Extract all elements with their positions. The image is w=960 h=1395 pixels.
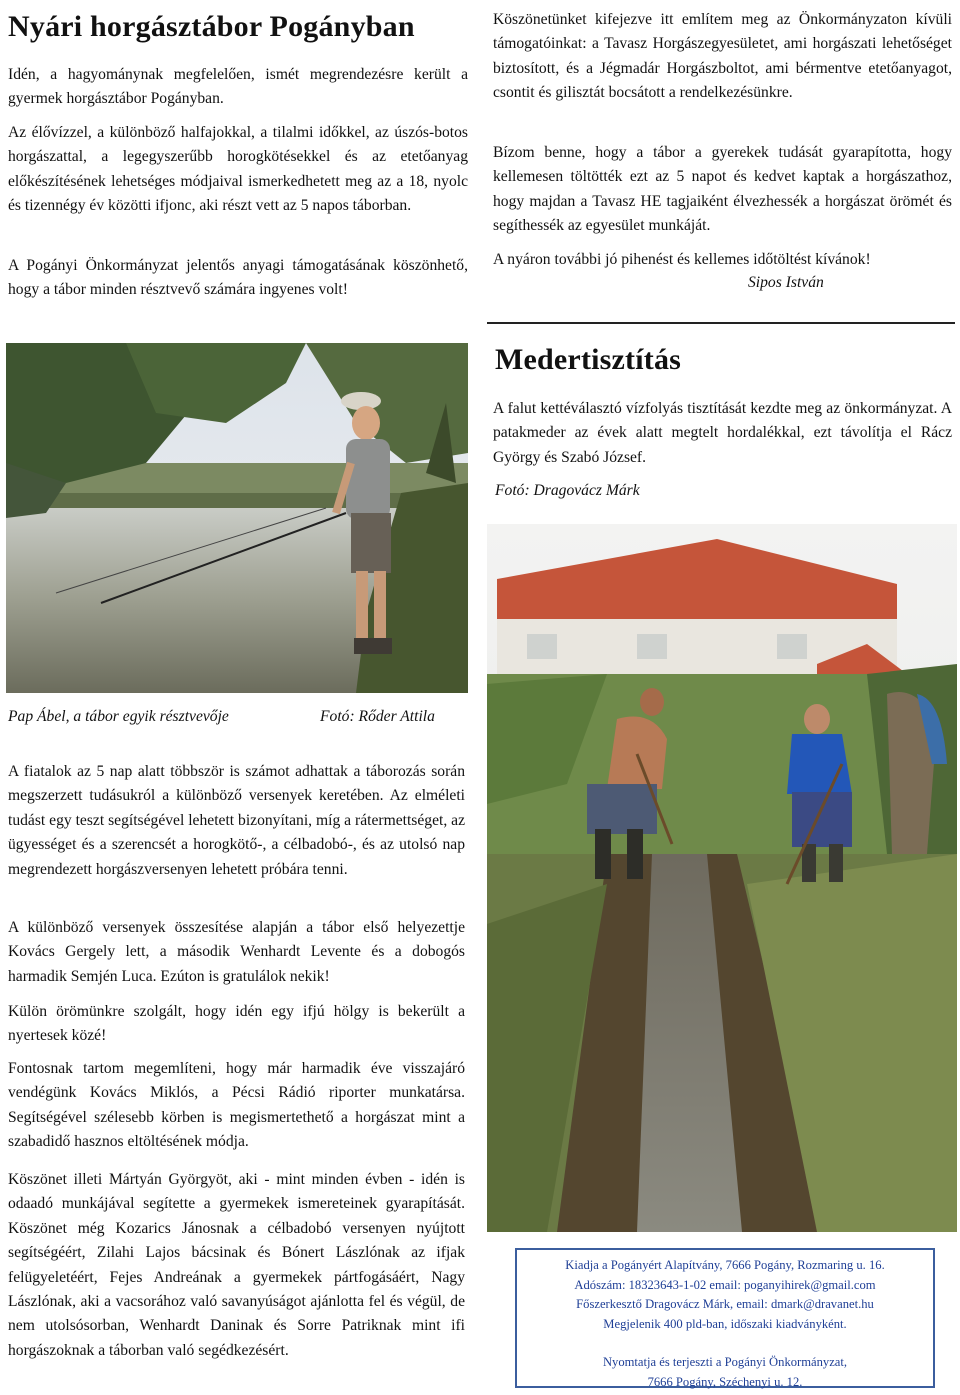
imprint-spacer <box>517 1334 933 1353</box>
fishing-boy-image <box>6 343 468 693</box>
section-title: Medertisztítás <box>495 343 682 376</box>
imprint-printer-address: 7666 Pogány, Széchenyi u. 12. <box>647 1374 803 1389</box>
intro-paragraph: Idén, a hagyománynak megfelelően, ismét megrendezésre került a gyermek horgásztábor Pogányban. <box>8 66 468 108</box>
signature: Sipos István <box>748 274 824 291</box>
photo-caption: Pap Ábel, a tábor egyik résztvevője <box>8 708 229 725</box>
paragraph: A különböző versenyek összesítése alapján a tábor első helyezettje Kovács Gergely lett, a második Wenhardt Levente és a dobogós harmadik Semjén Luca. Ezúton is gratulálok nekik! <box>8 919 465 985</box>
imprint-circulation: Megjelenik 400 pld-ban, időszaki kiadványként. <box>603 1316 847 1331</box>
imprint-tax-email: Adószám: 18323643-1-02 email: poganyihirek@gmail.com <box>574 1277 876 1292</box>
paragraph: Köszönet illeti Mártyán Györgyöt, aki - mint minden évben - idén is odaadó munkájával segítette a gyermekek ismereteinek gyarapítását. Köszönet még Kozarics Jánosnak a célbadobó versenyen nyújtott segítségéért, Zilahi Lajos bácsinak és Bónert Lászlónak az ifjak felügyeletéért, Fejes Andreának a gyermekek pártfogásáért, Nagy Lászlónak, aki a vacsorához való savanyúságot ajánlotta fel és végül, de nem utolsósorban, Wenhardt Daninak és Sorre Patriknak mint ifi horgászoknak a táborban való segédkezésért. <box>8 1171 465 1359</box>
article-title: Nyári horgásztábor Pogányban <box>8 10 415 43</box>
paragraph: A falut kettéválasztó vízfolyás tisztítását kezdte meg az önkormányzat. A patakmeder az évek alatt megtelt hordalékkal, ezt távolítja el Rácz György és Szabó József. <box>493 400 952 466</box>
paragraph: Bízom benne, hogy a tábor a gyerekek tudását gyarapította, hogy kellemesen töltötték ezt az 5 napot és kedvet kaptak a horgászathoz, hogy majdan a Tavasz HE tagjaiként élvezhessék a horgászat örömét és segíthessék az egyesület munkáját. <box>493 144 952 235</box>
paragraph: Az élővízzel, a különböző halfajokkal, a tilalmi időkkel, az úszós-botos horgászattal, a legegyszerűbb horogkötésekkel és az etetőanyag előkészítésének lehetséges módjaival ismerkedhetett meg az a 18, nyolc és tizennégy év közötti ifjonc, aki részt vett az 5 napos táborban. <box>8 124 468 215</box>
paragraph: A nyáron további jó pihenést és kellemes időtöltést kívánok! <box>493 251 871 268</box>
paragraph: Fontosnak tartom megemlíteni, hogy már harmadik éve visszajáró vendégünk Kovács Miklós, a Pécsi Rádió riporter munkatársa. Segítségével szélesebb körben is megismertethető a horgászat mint a szabadidő hasznos eltöltésének módja. <box>8 1060 465 1151</box>
imprint-editor: Főszerkesztő Dragovácz Márk, email: dmark@dravanet.hu <box>576 1297 874 1312</box>
imprint-box <box>515 1248 935 1388</box>
photo-credit: Fotó: Dragovácz Márk <box>495 482 640 499</box>
paragraph: Köszönetünket kifejezve itt említem meg az Önkormányzaton kívüli támogatóinkat: a Tavasz Horgászegyesületet, ami horgászati lehetőséget biztosított, és a Jégmadár Horgászboltot, ami bérmentve etetőanyagot, csontit és gilisztát bocsátott a rendelkezésünkre. <box>493 11 952 102</box>
photo-credit: Fotó: Rőder Attila <box>320 708 435 725</box>
paragraph: A fiatalok az 5 nap alatt többször is számot adhattak a táborozás során megszerzett tudásukról a különböző versenyek keretében. Az elméleti tudást egy teszt segítségével lehetett bizonyítani, míg a rátermettséget, az ügyességet és a szerencsét a horogkötő-, a célbadobó-, és az utolsó nap megrendezett horgászversenyen lehetett próbára tenni. <box>8 763 465 878</box>
stream-cleaning-photo <box>487 524 957 1232</box>
stream-cleaning-image <box>487 524 957 1232</box>
section-divider <box>487 322 955 324</box>
fishing-boy-photo <box>6 343 468 693</box>
imprint-printer: Nyomtatja és terjeszti a Pogányi Önkormányzat, <box>602 1355 848 1370</box>
paragraph: Külön örömünkre szolgált, hogy idén egy ifjú hölgy is bekerült a nyertesek közé! <box>8 1003 465 1045</box>
imprint-publisher: Kiadja a Pogányért Alapítvány, 7666 Pogány, Rozmaring u. 16. <box>565 1258 885 1272</box>
paragraph: A Pogányi Önkormányzat jelentős anyagi támogatásának köszönhető, hogy a tábor minden résztvevő számára ingyenes volt! <box>8 257 468 299</box>
